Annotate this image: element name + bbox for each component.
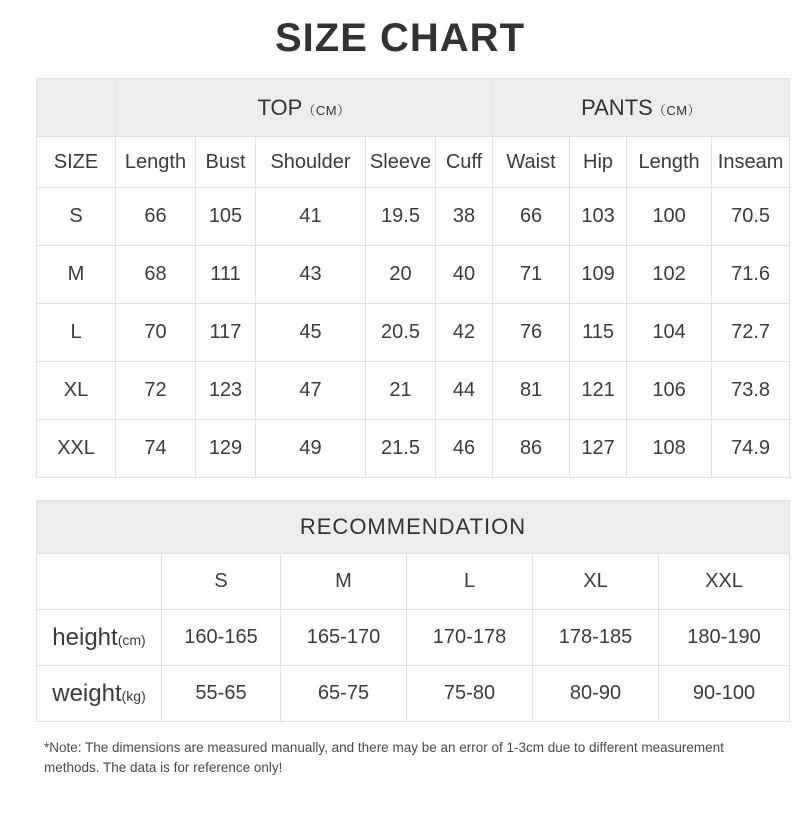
recommendation-size-xl: XL (533, 554, 659, 610)
cell-cuff: 44 (436, 362, 493, 420)
recommendation-size-xxl: XXL (659, 554, 790, 610)
row-label-height-unit: (cm) (117, 631, 146, 648)
cell-size: L (37, 304, 116, 362)
cell-size: M (37, 246, 116, 304)
cell-height-l: 170-178 (407, 610, 533, 666)
cell-pants-length: 104 (627, 304, 712, 362)
cell-shoulder: 47 (256, 362, 366, 420)
cell-pants-length: 108 (627, 420, 712, 478)
cell-top-length: 72 (116, 362, 196, 420)
table-group-header-row (37, 79, 790, 137)
column-header-pants-length: Length (627, 137, 712, 188)
row-label-height-text: height (52, 623, 118, 651)
page-title: SIZE CHART (275, 16, 525, 60)
size-table-corner (37, 79, 116, 137)
group-header-top (116, 79, 493, 137)
cell-weight-s: 55-65 (162, 666, 281, 722)
row-label-weight (37, 666, 162, 722)
cell-bust: 105 (196, 188, 256, 246)
cell-top-length: 74 (116, 420, 196, 478)
size-table (36, 78, 790, 478)
row-label-weight-text: weight (52, 679, 122, 707)
table-row (37, 304, 790, 362)
cell-waist: 76 (493, 304, 570, 362)
cell-cuff: 42 (436, 304, 493, 362)
recommendation-row-height (37, 610, 790, 666)
cell-waist: 86 (493, 420, 570, 478)
cell-pants-length: 106 (627, 362, 712, 420)
cell-hip: 127 (570, 420, 627, 478)
cell-bust: 117 (196, 304, 256, 362)
cell-hip: 121 (570, 362, 627, 420)
cell-waist: 81 (493, 362, 570, 420)
table-row (37, 362, 790, 420)
recommendation-title: RECOMMENDATION (37, 501, 790, 554)
column-header-hip: Hip (570, 137, 627, 188)
row-label-weight-unit: (kg) (121, 687, 146, 704)
cell-pants-length: 100 (627, 188, 712, 246)
column-header-bust: Bust (196, 137, 256, 188)
cell-bust: 111 (196, 246, 256, 304)
cell-inseam: 71.6 (712, 246, 790, 304)
size-chart-page (0, 16, 800, 816)
cell-bust: 129 (196, 420, 256, 478)
cell-cuff: 46 (436, 420, 493, 478)
cell-inseam: 70.5 (712, 188, 790, 246)
cell-inseam: 74.9 (712, 420, 790, 478)
column-header-cuff: Cuff (436, 137, 493, 188)
column-header-shoulder: Shoulder (256, 137, 366, 188)
cell-height-xl: 178-185 (533, 610, 659, 666)
cell-shoulder: 43 (256, 246, 366, 304)
cell-waist: 71 (493, 246, 570, 304)
cell-waist: 66 (493, 188, 570, 246)
row-label-height (37, 610, 162, 666)
cell-top-length: 68 (116, 246, 196, 304)
cell-sleeve: 20 (366, 246, 436, 304)
cell-inseam: 72.7 (712, 304, 790, 362)
cell-hip: 115 (570, 304, 627, 362)
cell-top-length: 66 (116, 188, 196, 246)
cell-shoulder: 49 (256, 420, 366, 478)
recommendation-table (36, 500, 790, 722)
cell-weight-l: 75-80 (407, 666, 533, 722)
cell-height-xxl: 180-190 (659, 610, 790, 666)
cell-pants-length: 102 (627, 246, 712, 304)
recommendation-section (36, 500, 764, 722)
cell-sleeve: 21 (366, 362, 436, 420)
cell-hip: 103 (570, 188, 627, 246)
column-header-sleeve: Sleeve (366, 137, 436, 188)
recommendation-title-row (37, 501, 790, 554)
recommendation-header-row (37, 554, 790, 610)
cell-cuff: 38 (436, 188, 493, 246)
cell-inseam: 73.8 (712, 362, 790, 420)
cell-cuff: 40 (436, 246, 493, 304)
table-row (37, 188, 790, 246)
group-header-pants-unit: （CM） (652, 102, 702, 118)
note-text: *Note: The dimensions are measured manually, and there may be an error of 1-3cm due to different measurement methods. The data is for reference only! (44, 740, 724, 775)
recommendation-row-weight (37, 666, 790, 722)
cell-bust: 123 (196, 362, 256, 420)
table-column-header-row (37, 137, 790, 188)
cell-weight-m: 65-75 (281, 666, 407, 722)
cell-size: XL (37, 362, 116, 420)
group-header-top-unit: （CM） (302, 102, 351, 118)
recommendation-size-l: L (407, 554, 533, 610)
column-header-top-length: Length (116, 137, 196, 188)
cell-weight-xl: 80-90 (533, 666, 659, 722)
cell-size: XXL (37, 420, 116, 478)
cell-sleeve: 19.5 (366, 188, 436, 246)
cell-shoulder: 45 (256, 304, 366, 362)
cell-size: S (37, 188, 116, 246)
recommendation-size-s: S (162, 554, 281, 610)
column-header-inseam: Inseam (712, 137, 790, 188)
group-header-pants (493, 79, 790, 137)
group-header-top-label: TOP (257, 94, 303, 120)
cell-sleeve: 20.5 (366, 304, 436, 362)
cell-top-length: 70 (116, 304, 196, 362)
recommendation-size-m: M (281, 554, 407, 610)
column-header-size: SIZE (37, 137, 116, 188)
table-row (37, 246, 790, 304)
cell-shoulder: 41 (256, 188, 366, 246)
group-header-pants-label: PANTS (581, 94, 653, 120)
cell-weight-xxl: 90-100 (659, 666, 790, 722)
recommendation-corner (37, 554, 162, 610)
cell-height-s: 160-165 (162, 610, 281, 666)
column-header-waist: Waist (493, 137, 570, 188)
cell-hip: 109 (570, 246, 627, 304)
cell-sleeve: 21.5 (366, 420, 436, 478)
cell-height-m: 165-170 (281, 610, 407, 666)
table-row (37, 420, 790, 478)
